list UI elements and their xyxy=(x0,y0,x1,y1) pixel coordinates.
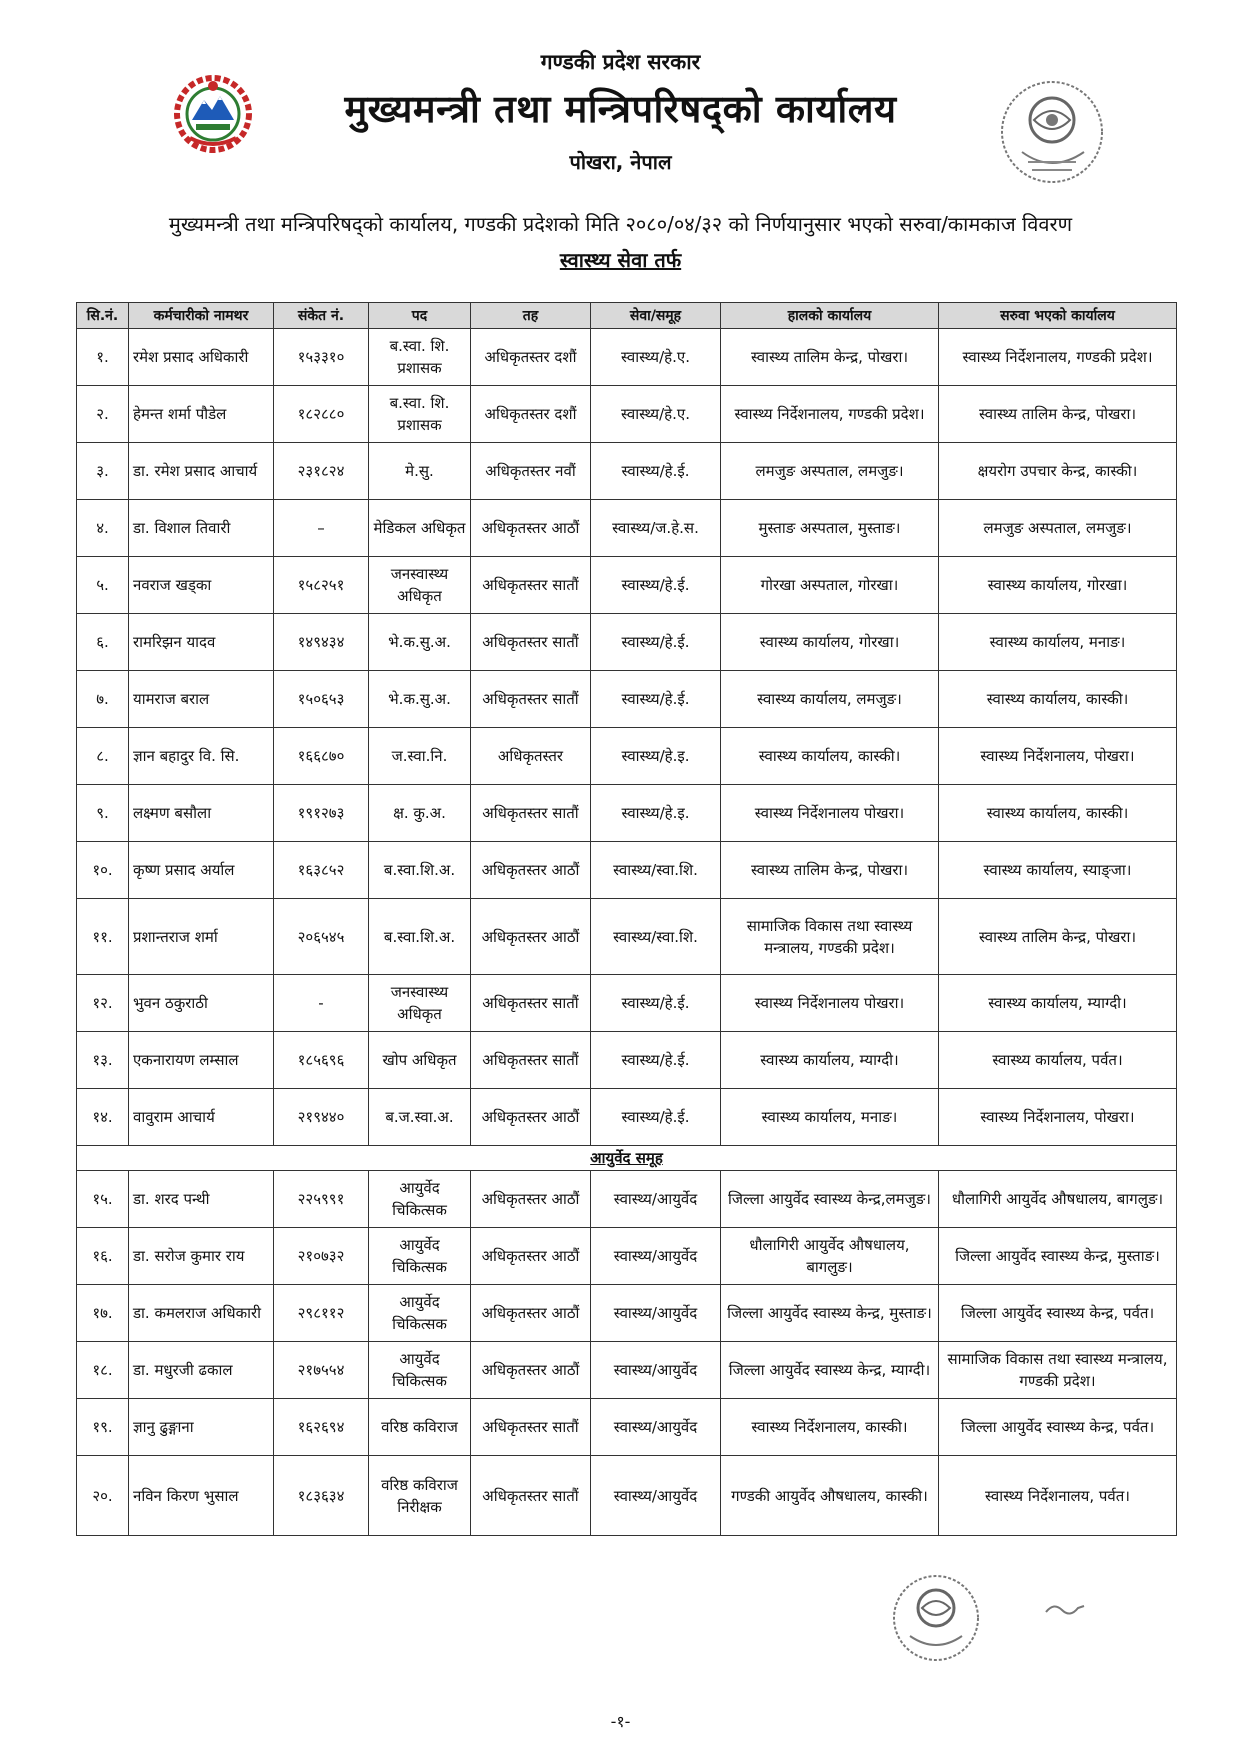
cell-level: अधिकृतस्तर दशौं xyxy=(471,386,591,443)
table-row xyxy=(77,557,1177,614)
cell-post: ब.स्वा. शि. प्रशासक xyxy=(369,386,471,443)
cell-code: १४९४३४ xyxy=(274,614,369,671)
cell-current: स्वास्थ्य कार्यालय, म्याग्दी। xyxy=(721,1032,939,1089)
table-row xyxy=(77,386,1177,443)
cell-current: स्वास्थ्य कार्यालय, लमजुङ। xyxy=(721,671,939,728)
cell-current: धौलागिरी आयुर्वेद औषधालय, बागलुङ। xyxy=(721,1228,939,1285)
cell-service: स्वास्थ्य/हे.ई. xyxy=(591,614,721,671)
cell-sn: ८. xyxy=(77,728,129,785)
cell-new: स्वास्थ्य निर्देशनालय, पोखरा। xyxy=(939,1089,1177,1146)
cell-current: गण्डकी आयुर्वेद औषधालय, कास्की। xyxy=(721,1456,939,1536)
cell-code: १८२८८० xyxy=(274,386,369,443)
group-heading-row xyxy=(77,1146,1177,1171)
cell-current: लमजुङ अस्पताल, लमजुङ। xyxy=(721,443,939,500)
cell-sn: १६. xyxy=(77,1228,129,1285)
column-header: तह xyxy=(471,303,591,329)
cell-new: धौलागिरी आयुर्वेद औषधालय, बागलुङ। xyxy=(939,1171,1177,1228)
cell-service: स्वास्थ्य/हे.ई. xyxy=(591,671,721,728)
cell-new: स्वास्थ्य निर्देशनालय, गण्डकी प्रदेश। xyxy=(939,329,1177,386)
cell-level: अधिकृतस्तर आठौं xyxy=(471,1342,591,1399)
cell-post: ब.स्वा.शि.अ. xyxy=(369,899,471,975)
cell-service: स्वास्थ्य/हे.ई. xyxy=(591,1032,721,1089)
table-row xyxy=(77,1171,1177,1228)
cell-new: स्वास्थ्य तालिम केन्द्र, पोखरा। xyxy=(939,899,1177,975)
cell-new: स्वास्थ्य कार्यालय, कास्की। xyxy=(939,671,1177,728)
cell-post: ज.स्वा.नि. xyxy=(369,728,471,785)
cell-name: वावुराम आचार्य xyxy=(129,1089,274,1146)
cell-sn: १. xyxy=(77,329,129,386)
cell-level: अधिकृतस्तर सातौं xyxy=(471,557,591,614)
cell-service: स्वास्थ्य/आयुर्वेद xyxy=(591,1399,721,1456)
cell-service: स्वास्थ्य/हे.इ. xyxy=(591,728,721,785)
table-row xyxy=(77,975,1177,1032)
cell-new: स्वास्थ्य निर्देशनालय, पोखरा। xyxy=(939,728,1177,785)
cell-name: नवराज खड्का xyxy=(129,557,274,614)
cell-name: नविन किरण भुसाल xyxy=(129,1456,274,1536)
cell-name: प्रशान्तराज शर्मा xyxy=(129,899,274,975)
cell-code: २१७५५४ xyxy=(274,1342,369,1399)
office-title: मुख्यमन्त्री तथा मन्त्रिपरिषद्को कार्यालय xyxy=(344,87,897,131)
column-header: संकेत नं. xyxy=(274,303,369,329)
table-row xyxy=(77,1228,1177,1285)
cell-service: स्वास्थ्य/आयुर्वेद xyxy=(591,1285,721,1342)
cell-level: अधिकृतस्तर सातौं xyxy=(471,671,591,728)
cell-new: स्वास्थ्य कार्यालय, कास्की। xyxy=(939,785,1177,842)
cell-level: अधिकृतस्तर सातौं xyxy=(471,975,591,1032)
cell-sn: ४. xyxy=(77,500,129,557)
cell-current: गोरखा अस्पताल, गोरखा। xyxy=(721,557,939,614)
cell-post: आयुर्वेद चिकित्सक xyxy=(369,1285,471,1342)
cell-sn: ५. xyxy=(77,557,129,614)
cell-name: रामरिझन यादव xyxy=(129,614,274,671)
office-seal-icon xyxy=(992,74,1112,192)
table-row xyxy=(77,1032,1177,1089)
cell-service: स्वास्थ्य/आयुर्वेद xyxy=(591,1456,721,1536)
section-subtitle: स्वास्थ्य सेवा तर्फ xyxy=(559,248,682,272)
cell-sn: १५. xyxy=(77,1171,129,1228)
cell-code: – xyxy=(274,500,369,557)
cell-level: अधिकृतस्तर आठौं xyxy=(471,899,591,975)
column-header: कर्मचारीको नामथर xyxy=(129,303,274,329)
cell-sn: १३. xyxy=(77,1032,129,1089)
cell-post: आयुर्वेद चिकित्सक xyxy=(369,1228,471,1285)
cell-level: अधिकृतस्तर सातौं xyxy=(471,785,591,842)
cell-current: स्वास्थ्य निर्देशनालय, कास्की। xyxy=(721,1399,939,1456)
cell-service: स्वास्थ्य/स्वा.शि. xyxy=(591,842,721,899)
cell-code: २३१८२४ xyxy=(274,443,369,500)
cell-service: स्वास्थ्य/आयुर्वेद xyxy=(591,1171,721,1228)
cell-code: २१०७३२ xyxy=(274,1228,369,1285)
cell-sn: ९. xyxy=(77,785,129,842)
cell-new: स्वास्थ्य तालिम केन्द्र, पोखरा। xyxy=(939,386,1177,443)
cell-post: जनस्वास्थ्य अधिकृत xyxy=(369,975,471,1032)
cell-service: स्वास्थ्य/स्वा.शि. xyxy=(591,899,721,975)
table-row xyxy=(77,842,1177,899)
cell-new: जिल्ला आयुर्वेद स्वास्थ्य केन्द्र, मुस्ताङ। xyxy=(939,1228,1177,1285)
cell-name: कृष्ण प्रसाद अर्याल xyxy=(129,842,274,899)
table-header-row xyxy=(77,303,1177,329)
decision-description: मुख्यमन्त्री तथा मन्त्रिपरिषद्को कार्यालय, गण्डकी प्रदेशको मिति २०८०/०४/३२ को निर्णयानुसार भएको सरुवा/कामकाज विवरण xyxy=(168,212,1073,236)
cell-new: स्वास्थ्य कार्यालय, म्याग्दी। xyxy=(939,975,1177,1032)
cell-current: जिल्ला आयुर्वेद स्वास्थ्य केन्द्र, मुस्ताङ। xyxy=(721,1285,939,1342)
government-name: गण्डकी प्रदेश सरकार xyxy=(540,50,701,74)
cell-sn: ६. xyxy=(77,614,129,671)
cell-code: १६३८५२ xyxy=(274,842,369,899)
column-header: सेवा/समूह xyxy=(591,303,721,329)
cell-service: स्वास्थ्य/हे.ई. xyxy=(591,1089,721,1146)
column-header: सि.नं. xyxy=(77,303,129,329)
office-location: पोखरा, नेपाल xyxy=(569,150,672,174)
cell-current: मुस्ताङ अस्पताल, मुस्ताङ। xyxy=(721,500,939,557)
cell-post: आयुर्वेद चिकित्सक xyxy=(369,1171,471,1228)
cell-new: स्वास्थ्य निर्देशनालय, पर्वत। xyxy=(939,1456,1177,1536)
cell-post: खोप अधिकृत xyxy=(369,1032,471,1089)
cell-new: जिल्ला आयुर्वेद स्वास्थ्य केन्द्र, पर्वत। xyxy=(939,1285,1177,1342)
cell-new: सामाजिक विकास तथा स्वास्थ्य मन्त्रालय, गण्डकी प्रदेश। xyxy=(939,1342,1177,1399)
cell-post: वरिष्ठ कविराज xyxy=(369,1399,471,1456)
cell-current: स्वास्थ्य तालिम केन्द्र, पोखरा। xyxy=(721,842,939,899)
cell-sn: २०. xyxy=(77,1456,129,1536)
cell-name: डा. सरोज कुमार राय xyxy=(129,1228,274,1285)
cell-new: क्षयरोग उपचार केन्द्र, कास्की। xyxy=(939,443,1177,500)
cell-level: अधिकृतस्तर आठौं xyxy=(471,1089,591,1146)
cell-name: रमेश प्रसाद अधिकारी xyxy=(129,329,274,386)
cell-service: स्वास्थ्य/ज.हे.स. xyxy=(591,500,721,557)
cell-code: २२५९९१ xyxy=(274,1171,369,1228)
cell-new: स्वास्थ्य कार्यालय, स्याङ्जा। xyxy=(939,842,1177,899)
cell-current: सामाजिक विकास तथा स्वास्थ्य मन्त्रालय, गण्डकी प्रदेश। xyxy=(721,899,939,975)
cell-post: भे.क.सु.अ. xyxy=(369,671,471,728)
column-header: हालको कार्यालय xyxy=(721,303,939,329)
cell-new: लमजुङ अस्पताल, लमजुङ। xyxy=(939,500,1177,557)
cell-sn: १७. xyxy=(77,1285,129,1342)
page-number: -१- xyxy=(610,1712,631,1731)
cell-name: एकनारायण लम्साल xyxy=(129,1032,274,1089)
cell-current: स्वास्थ्य कार्यालय, गोरखा। xyxy=(721,614,939,671)
cell-sn: १८. xyxy=(77,1342,129,1399)
cell-post: मेडिकल अधिकृत xyxy=(369,500,471,557)
table-row xyxy=(77,443,1177,500)
cell-post: ब.स्वा.शि.अ. xyxy=(369,842,471,899)
cell-level: अधिकृतस्तर आठौं xyxy=(471,842,591,899)
cell-name: डा. रमेश प्रसाद आचार्य xyxy=(129,443,274,500)
cell-name: डा. मधुरजी ढकाल xyxy=(129,1342,274,1399)
table-row xyxy=(77,614,1177,671)
cell-level: अधिकृतस्तर सातौं xyxy=(471,1032,591,1089)
cell-current: स्वास्थ्य कार्यालय, कास्की। xyxy=(721,728,939,785)
office-seal-icon xyxy=(886,1570,986,1666)
cell-sn: १०. xyxy=(77,842,129,899)
cell-code: - xyxy=(274,975,369,1032)
cell-service: स्वास्थ्य/हे.ई. xyxy=(591,443,721,500)
cell-code: १५३३१० xyxy=(274,329,369,386)
cell-level: अधिकृतस्तर सातौं xyxy=(471,614,591,671)
cell-new: स्वास्थ्य कार्यालय, मनाङ। xyxy=(939,614,1177,671)
cell-post: आयुर्वेद चिकित्सक xyxy=(369,1342,471,1399)
cell-service: स्वास्थ्य/हे.ई. xyxy=(591,975,721,1032)
table-row xyxy=(77,1285,1177,1342)
cell-code: १६६८७० xyxy=(274,728,369,785)
cell-code: १९१२७३ xyxy=(274,785,369,842)
table-row xyxy=(77,899,1177,975)
cell-post: भे.क.सु.अ. xyxy=(369,614,471,671)
transfer-table xyxy=(76,302,1177,1536)
letterhead xyxy=(0,0,1241,190)
cell-name: डा. कमलराज अधिकारी xyxy=(129,1285,274,1342)
cell-sn: १४. xyxy=(77,1089,129,1146)
cell-code: २१९४४० xyxy=(274,1089,369,1146)
cell-current: स्वास्थ्य निर्देशनालय, गण्डकी प्रदेश। xyxy=(721,386,939,443)
cell-post: मे.सु. xyxy=(369,443,471,500)
cell-level: अधिकृतस्तर दशौं xyxy=(471,329,591,386)
cell-level: अधिकृतस्तर आठौं xyxy=(471,1228,591,1285)
table-row xyxy=(77,785,1177,842)
cell-service: स्वास्थ्य/आयुर्वेद xyxy=(591,1228,721,1285)
cell-code: २०६५४५ xyxy=(274,899,369,975)
cell-post: ब.स्वा. शि. प्रशासक xyxy=(369,329,471,386)
cell-code: १६२६९४ xyxy=(274,1399,369,1456)
cell-sn: १२. xyxy=(77,975,129,1032)
cell-name: लक्ष्मण बसौला xyxy=(129,785,274,842)
group-heading: आयुर्वेद समूह xyxy=(77,1146,1177,1171)
cell-code: १८३६३४ xyxy=(274,1456,369,1536)
table-row xyxy=(77,1342,1177,1399)
cell-name: हेमन्त शर्मा पौडेल xyxy=(129,386,274,443)
cell-current: जिल्ला आयुर्वेद स्वास्थ्य केन्द्र, म्याग्दी। xyxy=(721,1342,939,1399)
cell-sn: ७. xyxy=(77,671,129,728)
cell-current: स्वास्थ्य तालिम केन्द्र, पोखरा। xyxy=(721,329,939,386)
cell-service: स्वास्थ्य/आयुर्वेद xyxy=(591,1342,721,1399)
cell-current: स्वास्थ्य कार्यालय, मनाङ। xyxy=(721,1089,939,1146)
table-body xyxy=(77,329,1177,1536)
cell-level: अधिकृतस्तर आठौं xyxy=(471,1171,591,1228)
cell-sn: १९. xyxy=(77,1399,129,1456)
cell-level: अधिकृतस्तर सातौं xyxy=(471,1456,591,1536)
table-row xyxy=(77,671,1177,728)
cell-service: स्वास्थ्य/हे.ए. xyxy=(591,329,721,386)
table-row xyxy=(77,1456,1177,1536)
cell-sn: २. xyxy=(77,386,129,443)
table-row xyxy=(77,728,1177,785)
table-row xyxy=(77,1089,1177,1146)
signature-mark xyxy=(1044,1600,1086,1616)
cell-current: जिल्ला आयुर्वेद स्वास्थ्य केन्द्र,लमजुङ। xyxy=(721,1171,939,1228)
cell-current: स्वास्थ्य निर्देशनालय पोखरा। xyxy=(721,785,939,842)
cell-current: स्वास्थ्य निर्देशनालय पोखरा। xyxy=(721,975,939,1032)
cell-name: ज्ञानु ढुङ्गाना xyxy=(129,1399,274,1456)
cell-level: अधिकृतस्तर xyxy=(471,728,591,785)
cell-code: १५०६५३ xyxy=(274,671,369,728)
cell-code: १५८२५१ xyxy=(274,557,369,614)
cell-post: क्ष. कु.अ. xyxy=(369,785,471,842)
column-header: पद xyxy=(369,303,471,329)
cell-service: स्वास्थ्य/हे.इ. xyxy=(591,785,721,842)
cell-code: २९८११२ xyxy=(274,1285,369,1342)
cell-post: ब.ज.स्वा.अ. xyxy=(369,1089,471,1146)
cell-level: अधिकृतस्तर आठौं xyxy=(471,500,591,557)
cell-service: स्वास्थ्य/हे.ई. xyxy=(591,557,721,614)
cell-name: डा. विशाल तिवारी xyxy=(129,500,274,557)
cell-level: अधिकृतस्तर सातौं xyxy=(471,1399,591,1456)
table-row xyxy=(77,500,1177,557)
cell-level: अधिकृतस्तर नवौं xyxy=(471,443,591,500)
cell-sn: ११. xyxy=(77,899,129,975)
table-row xyxy=(77,1399,1177,1456)
cell-name: डा. शरद पन्थी xyxy=(129,1171,274,1228)
cell-service: स्वास्थ्य/हे.ए. xyxy=(591,386,721,443)
table-row xyxy=(77,329,1177,386)
cell-name: ज्ञान बहादुर वि. सि. xyxy=(129,728,274,785)
cell-new: जिल्ला आयुर्वेद स्वास्थ्य केन्द्र, पर्वत। xyxy=(939,1399,1177,1456)
cell-sn: ३. xyxy=(77,443,129,500)
cell-post: जनस्वास्थ्य अधिकृत xyxy=(369,557,471,614)
cell-post: वरिष्ठ कविराज निरीक्षक xyxy=(369,1456,471,1536)
cell-level: अधिकृतस्तर आठौं xyxy=(471,1285,591,1342)
cell-name: भुवन ठकुराठी xyxy=(129,975,274,1032)
column-header: सरुवा भएको कार्यालय xyxy=(939,303,1177,329)
cell-new: स्वास्थ्य कार्यालय, पर्वत। xyxy=(939,1032,1177,1089)
cell-name: यामराज बराल xyxy=(129,671,274,728)
cell-code: १८५६९६ xyxy=(274,1032,369,1089)
cell-new: स्वास्थ्य कार्यालय, गोरखा। xyxy=(939,557,1177,614)
